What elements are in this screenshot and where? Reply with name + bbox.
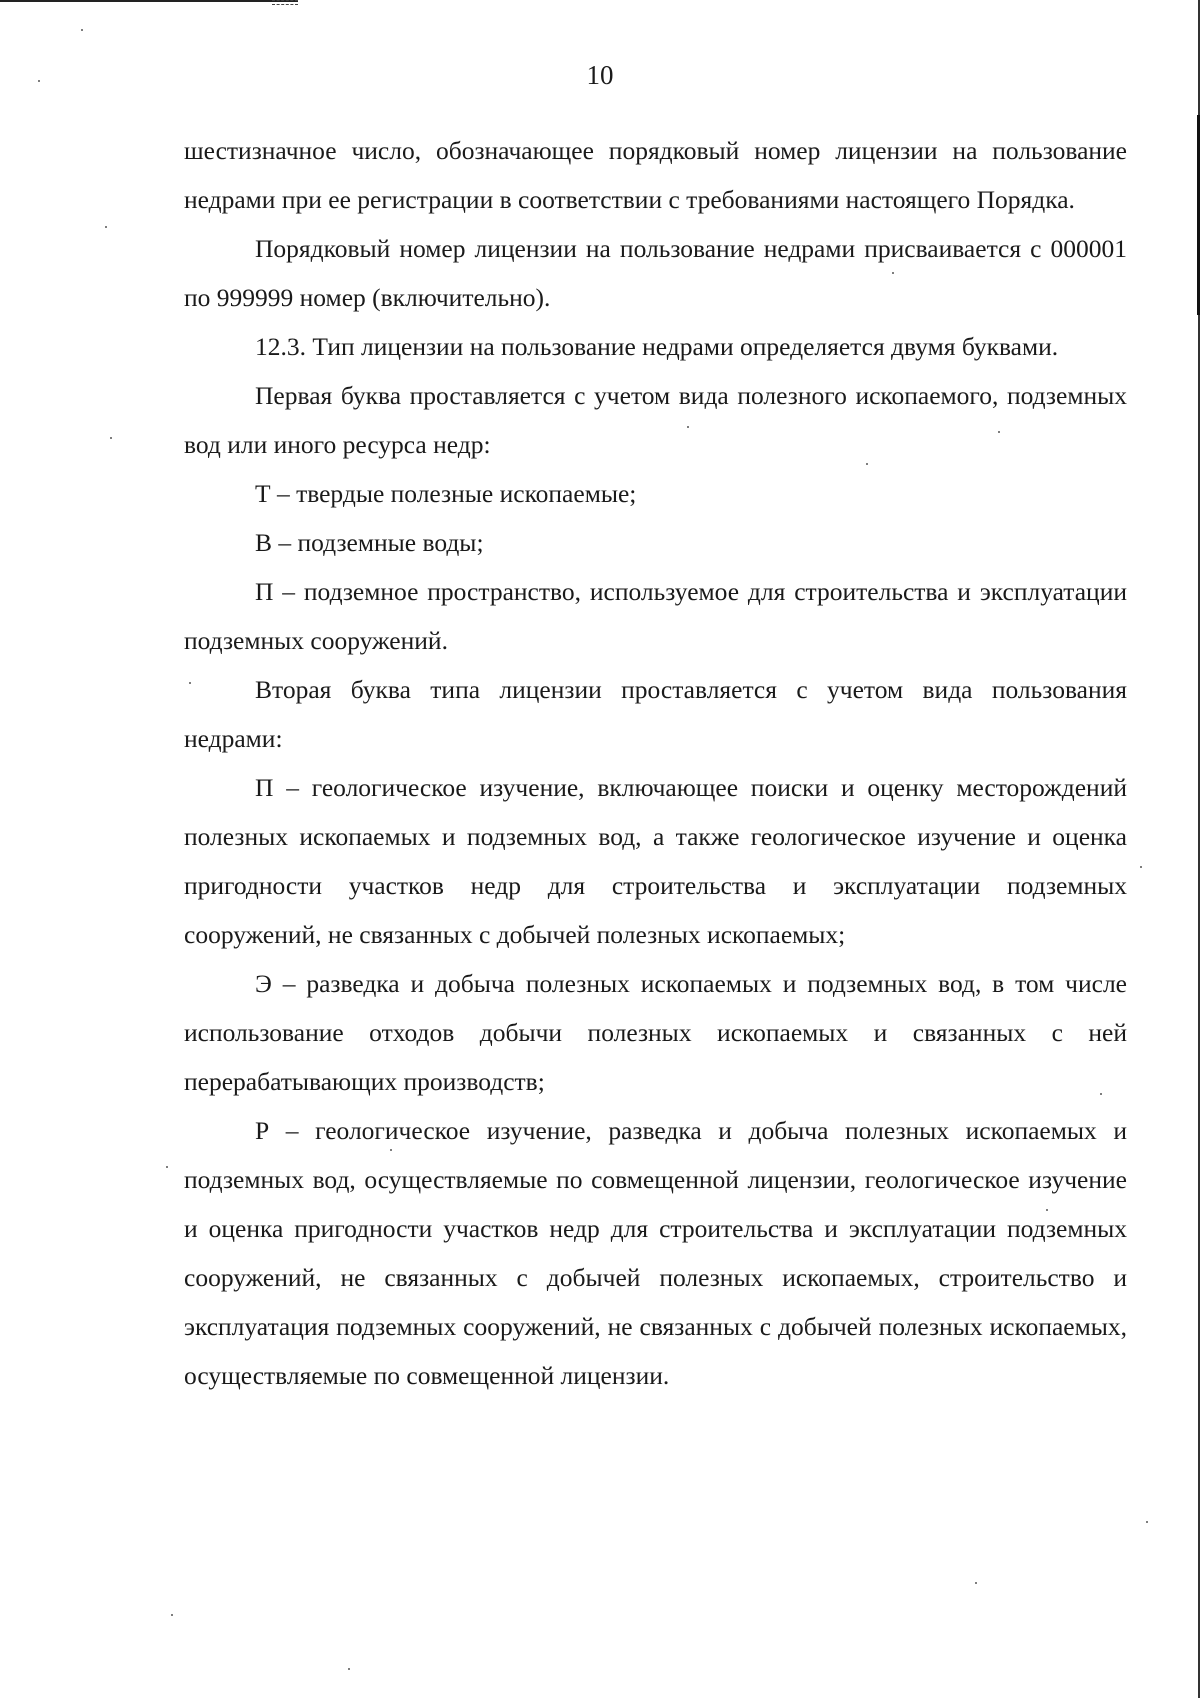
list-item-groundwater: В – подземные воды; — [255, 528, 484, 557]
paragraph-serial-number-range: Порядковый номер лицензии на пользование недрами присваивается с 000001 по 999999 номер (включительно). — [184, 234, 1127, 312]
list-item-exploration-extraction: Э – разведка и добыча полезных ископаемых и подземных вод, в том числе использование отходов добычи полезных ископаемых и связанных с ней перерабатывающих производств; — [184, 969, 1127, 1096]
paragraph-license-type-clause: 12.3. Тип лицензии на пользование недрами определяется двумя буквами. — [255, 332, 1059, 361]
document-body — [184, 126, 1127, 1400]
list-item-underground-space: П – подземное пространство, используемое для строительства и эксплуатации подземных сооружений. — [184, 577, 1127, 655]
list-item-solid-minerals: Т – твердые полезные ископаемые; — [255, 479, 637, 508]
scan-speck — [1140, 866, 1142, 868]
scan-speck — [171, 1614, 173, 1616]
scan-speck — [348, 1668, 350, 1670]
paragraph-second-letter: Вторая буква типа лицензии проставляется с учетом вида пользования недрами: — [184, 675, 1127, 753]
scan-speck — [110, 437, 112, 439]
scan-speck — [105, 226, 107, 228]
scan-speck — [1146, 1521, 1148, 1523]
paragraph-first-letter: Первая буква проставляется с учетом вида полезного ископаемого, подземных вод или иного ресурса недр: — [184, 381, 1127, 459]
scan-speck — [975, 1582, 977, 1584]
page-number: 10 — [586, 60, 614, 90]
scan-edge-top — [0, 0, 298, 2]
paragraph-license-number-continuation: шестизначное число, обозначающее порядковый номер лицензии на пользование недрами при ее регистрации в соответствии с требованиями настоящего Порядка. — [184, 136, 1127, 214]
scan-edge-top-dash — [272, 0, 298, 5]
list-item-combined-license: Р – геологическое изучение, разведка и добыча полезных ископаемых и подземных вод, осуществляемые по совмещенной лицензии, геологическое изучение и оценка пригодности участков недр для строительства и эксплуатации подземных сооружений, не связанных с добычей полезных ископаемых, строительство и эксплуатация подземных сооружений, не связанных с добычей полезных ископаемых, осуществляемые по совмещенной лицензии. — [184, 1116, 1127, 1390]
list-item-geological-study: П – геологическое изучение, включающее поиски и оценку месторождений полезных ископаемых и подземных вод, а также геологическое изучение и оценка пригодности участков недр для строительства и эксплуатации подземных сооружений, не связанных с добычей полезных ископаемых; — [184, 773, 1127, 949]
scan-speck — [166, 1166, 168, 1168]
scan-speck — [81, 29, 83, 31]
